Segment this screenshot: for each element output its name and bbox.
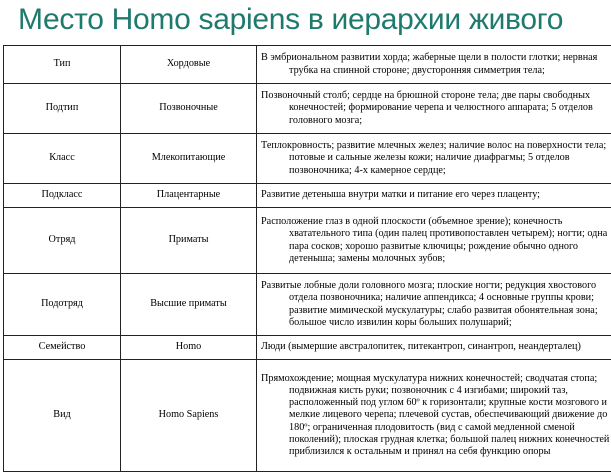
table-row [4, 336, 611, 360]
taxon-cell: Плацентарные [121, 184, 257, 208]
traits-cell [257, 84, 611, 134]
traits-cell [257, 360, 611, 472]
taxon-cell: Homo Sapiens [121, 360, 257, 472]
table-row [4, 84, 611, 134]
rank-cell: Класс [4, 134, 121, 184]
traits-text: Позвоночный столб; сердце на брюшной стороне тела; две пары свободных конечностей; формирование черепа и челюстного аппарата; 5 отделов головного мозга; [261, 90, 593, 126]
traits-cell [257, 134, 611, 184]
slide-title: Место Homo sapiens в иерархии живого [18, 3, 564, 36]
table-row [4, 134, 611, 184]
rank-cell: Семейство [4, 336, 121, 360]
traits-cell [257, 274, 611, 336]
rank-cell: Вид [4, 360, 121, 472]
rank-cell: Отряд [4, 208, 121, 274]
taxonomy-table [3, 45, 611, 472]
table-row [4, 360, 611, 472]
rank-cell: Подтип [4, 84, 121, 134]
taxon-cell: Высшие приматы [121, 274, 257, 336]
taxon-cell: Homo [121, 336, 257, 360]
table-row [4, 274, 611, 336]
traits-text: Теплокровность; развитие млечных желез; наличие волос на поверхности тела; потовые и сальные железы кожи; наличие диафрагмы; 5 отделов позвоночника; 4-х камерное сердце; [261, 140, 607, 176]
table-row [4, 208, 611, 274]
traits-cell [257, 336, 611, 360]
taxon-cell: Млекопитающие [121, 134, 257, 184]
traits-text: В эмбриональном развитии хорда; жаберные щели в полости глотки; нервная трубка на спинной стороне; двусторонняя симметрия тела; [261, 52, 598, 76]
taxon-cell: Хордовые [121, 46, 257, 84]
taxon-cell: Приматы [121, 208, 257, 274]
traits-cell [257, 46, 611, 84]
traits-text: Люди (вымершие австралопитек, питекантроп, синантроп, неандерталец) [261, 341, 581, 353]
table-row [4, 46, 611, 84]
taxon-cell: Позвоночные [121, 84, 257, 134]
traits-text: Расположение глаз в одной плоскости (объемное зрение); конечность хватательного типа (один палец противопоставлен четырем); ногти; одна пара сосков; хорошо развитые ключицы; рождение обычно одного детеныша; замены молочных зубов; [261, 216, 608, 264]
traits-text: Прямохождение; мощная мускулатура нижних конечностей; сводчатая стопа; подвижная кисть руки; позвоночник с 4 изгибами; широкий таз, расположенный под углом 60º к горизонтали; крупные кости мозгового и мелкие лицевого черепа; плечевой сустав, обеспечивающий движение до 180º; ограниченная плодовитость (вид с самой медленной сменой поколений); плоская грудная клетка; большой палец нижних конечностей приблизился к остальным и принял на себя функцию опоры [261, 372, 610, 457]
traits-text: Развитые лобные доли головного мозга; плоские ногти; редукция хвостового отдела позвоночника; наличие аппендикса; 4 основные группы крови; развитие мимической мускулатуры; слабо развитая обонятельная зона; большое число извилин коры больших полушарий; [261, 280, 598, 328]
rank-cell: Подотряд [4, 274, 121, 336]
table-row [4, 184, 611, 208]
traits-text: Развитие детеныша внутри матки и питание его через плаценту; [261, 189, 541, 201]
rank-cell: Подкласс [4, 184, 121, 208]
traits-cell [257, 184, 611, 208]
rank-cell: Тип [4, 46, 121, 84]
traits-cell [257, 208, 611, 274]
